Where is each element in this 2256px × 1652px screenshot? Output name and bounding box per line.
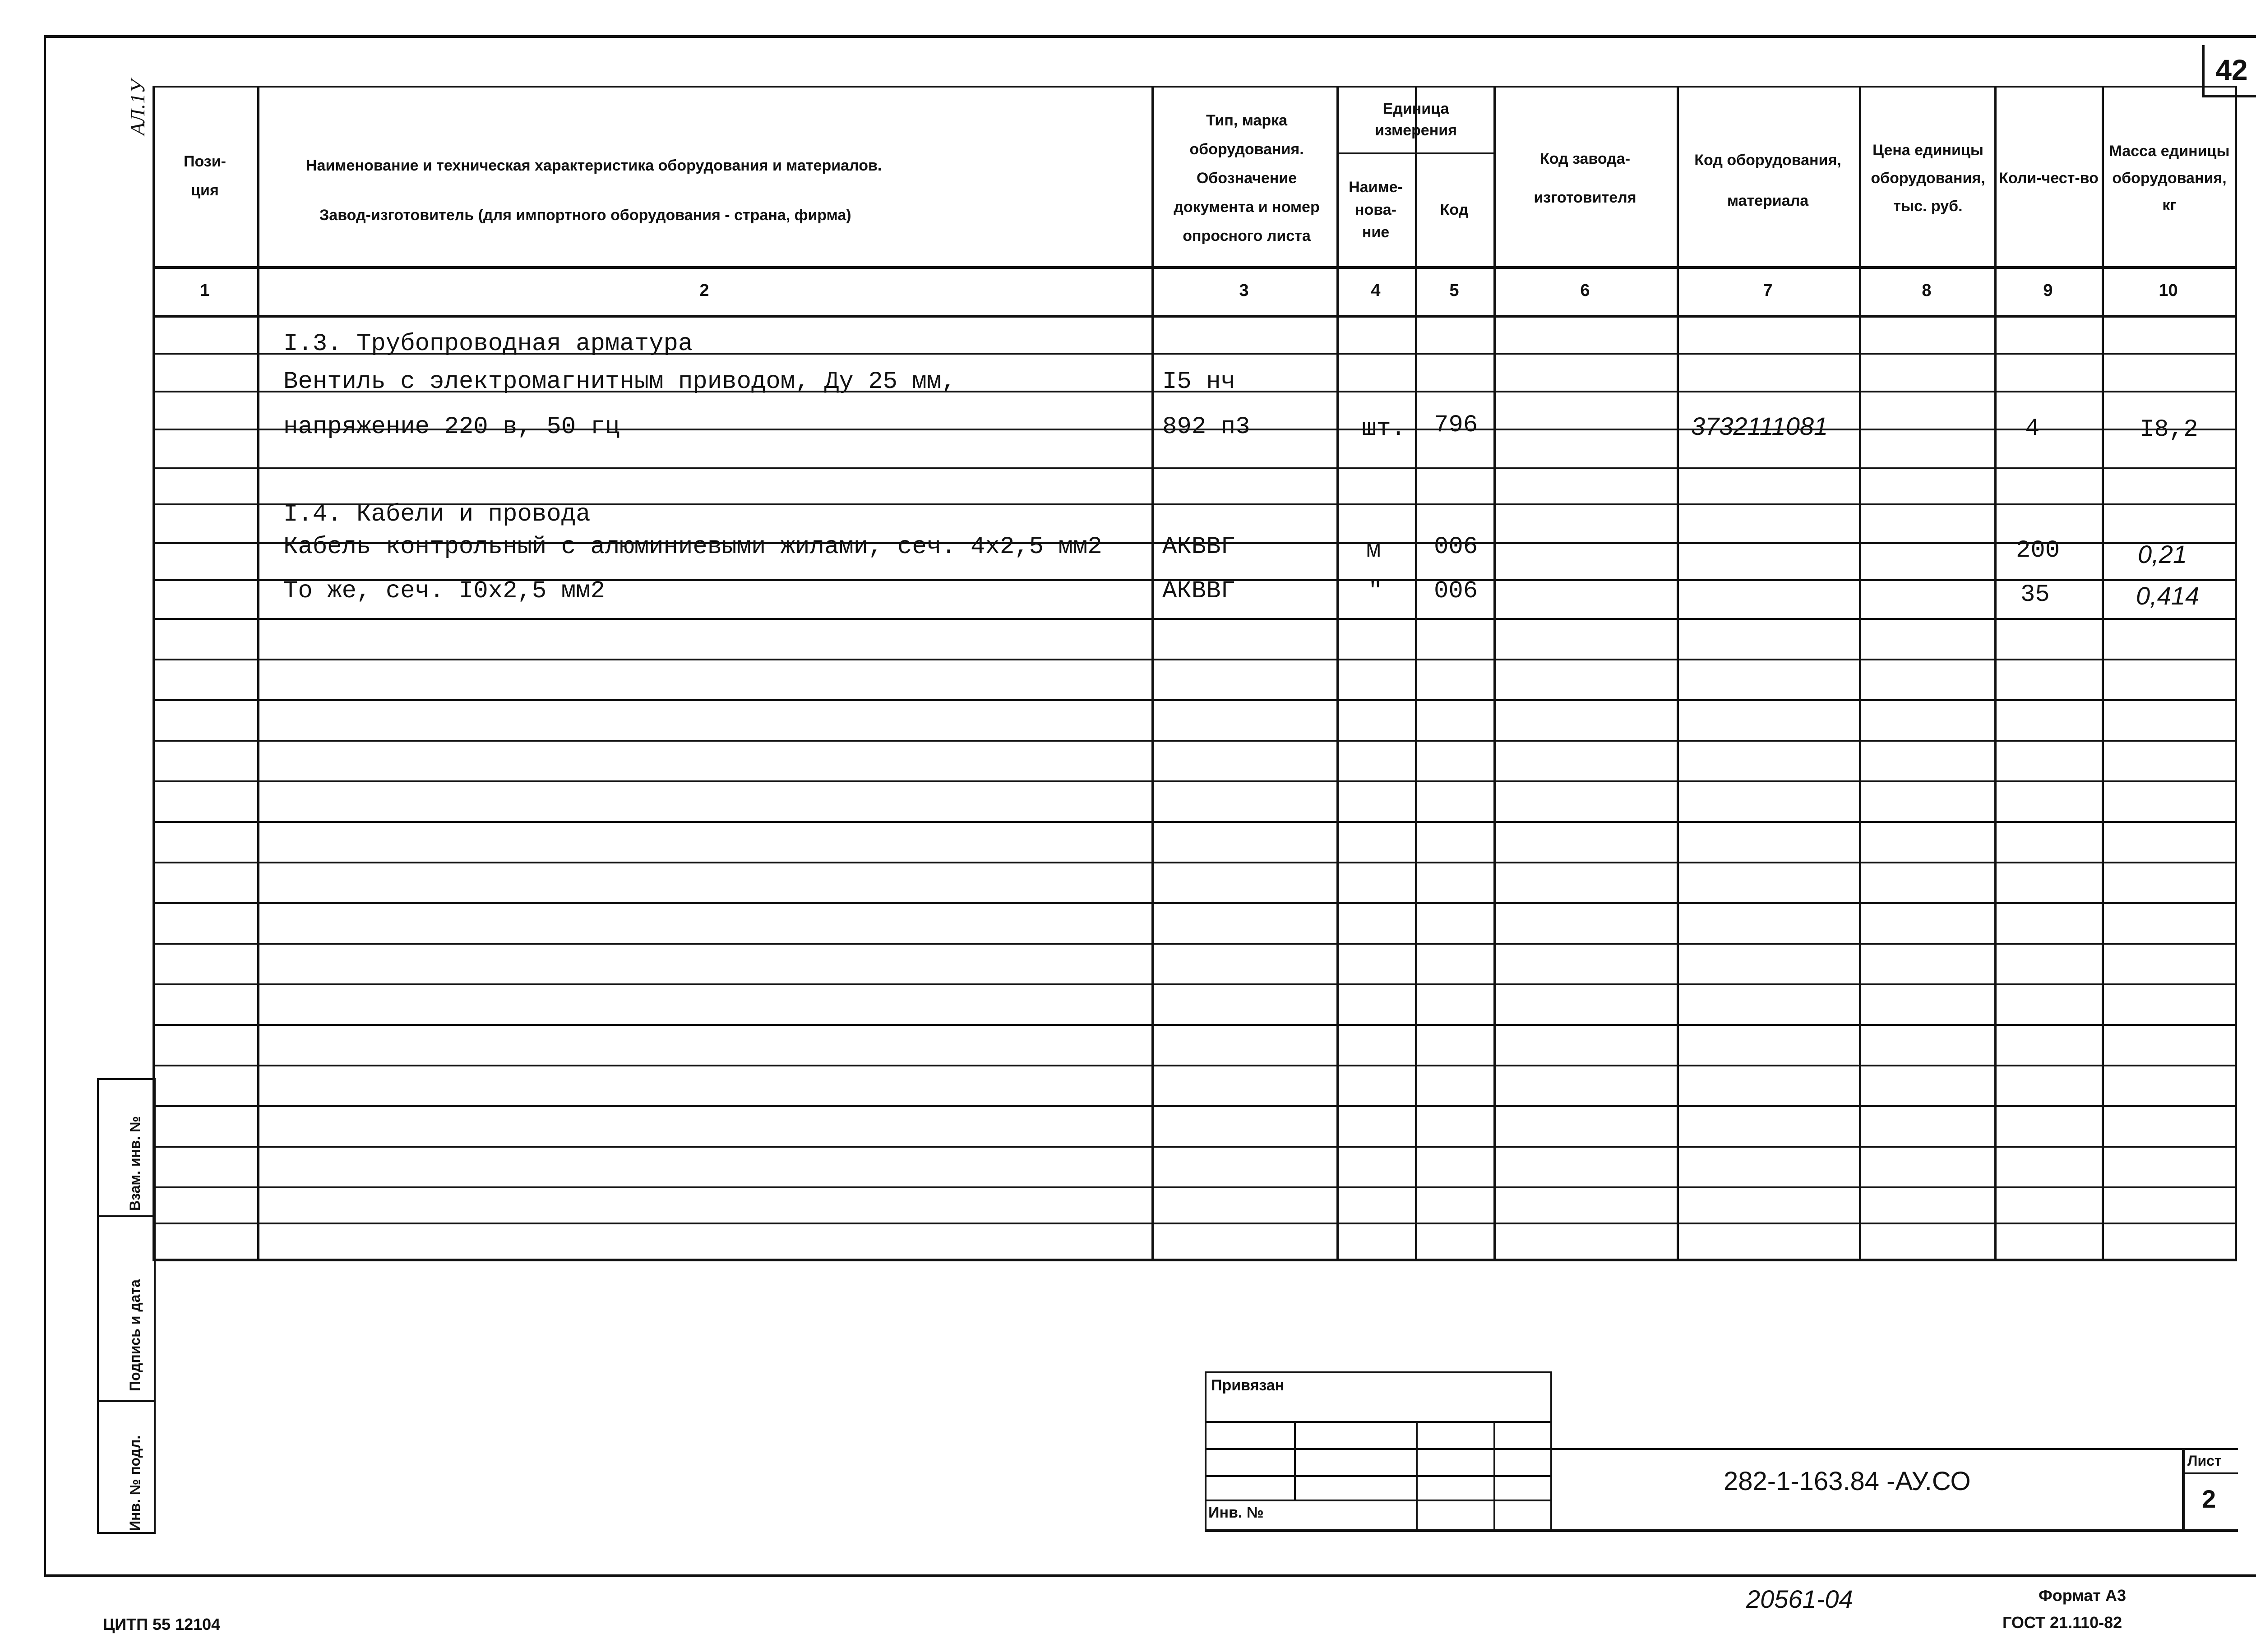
- sheet-number: 42: [2202, 45, 2256, 97]
- row-valve-name: Вентиль с электромагнитным приводом, Ду 25 мм,: [283, 368, 956, 396]
- row-cable-10x-mass: 0,414: [2136, 581, 2200, 610]
- colnum-6: 6: [1580, 281, 1590, 300]
- gost-label: ГОСТ 21.110-82: [2002, 1613, 2122, 1632]
- specification-table: [153, 86, 2237, 1347]
- sheet-value: 2: [2202, 1485, 2216, 1513]
- header-position: Пози- ция: [184, 153, 226, 199]
- row-valve-type: I5 нч: [1162, 368, 1236, 396]
- header-name-line1: Наименование и техническая характеристика оборудования и материалов.: [306, 157, 882, 174]
- header-equipment-code: Код оборудования, материала: [1694, 152, 1841, 209]
- header-factory-code: Код завода-изготовителя: [1534, 150, 1637, 206]
- colnum-1: 1: [200, 281, 210, 300]
- inv-orig-label: Инв. № подл.: [127, 1435, 143, 1531]
- header-unit-group: Единица измерения: [1375, 100, 1457, 139]
- row-voltage-type: 892 п3: [1162, 413, 1250, 441]
- row-cable-10x-name: То же, сеч. I0x2,5 мм2: [283, 577, 605, 605]
- section-title-cables: I.4. Кабели и провода: [283, 501, 591, 528]
- row-cable-10x-unit-code: 006: [1434, 577, 1478, 605]
- row-cable-10x-type: АКВВГ: [1162, 577, 1236, 605]
- colnum-8: 8: [1922, 281, 1932, 300]
- row-voltage-unit-code: 796: [1434, 411, 1478, 439]
- header-unit-mass: Масса единицы оборудования, кг: [2109, 143, 2230, 214]
- header-type: Тип, марка оборудования. Обозначение документа и номер опросного листа: [1174, 112, 1320, 245]
- row-cable-4x-unit-code: 006: [1434, 533, 1478, 561]
- colnum-2: 2: [699, 281, 709, 300]
- bound-label: Привязан: [1211, 1377, 1285, 1394]
- colnum-10: 10: [2159, 281, 2178, 300]
- designation: 282-1-163.84 -АУ.СО: [1724, 1467, 1971, 1496]
- row-voltage-mass: I8,2: [2140, 416, 2198, 443]
- colnum-3: 3: [1239, 281, 1249, 300]
- colnum-5: 5: [1449, 281, 1459, 300]
- row-cable-4x-qty: 200: [2016, 537, 2060, 564]
- row-cable-4x-unit: м: [1366, 537, 1381, 564]
- row-cable-4x-mass: 0,21: [2138, 540, 2187, 568]
- row-voltage-name: напряжение 220 в, 50 гц: [283, 413, 620, 441]
- row-cable-10x-unit: ": [1368, 577, 1383, 605]
- handwritten-number: 20561-04: [1746, 1585, 1853, 1613]
- header-quantity: Коли-чест-во: [1999, 170, 2099, 187]
- footer-left-code: ЦИТП 55 12104: [103, 1615, 221, 1634]
- colnum-7: 7: [1763, 281, 1773, 300]
- header-unit-name: Наиме-нова-ние: [1349, 179, 1403, 241]
- colnum-9: 9: [2043, 281, 2053, 300]
- inv-label: Инв. №: [1208, 1504, 1264, 1521]
- sheet-label: Лист: [2187, 1453, 2222, 1469]
- replace-inv-label: Взам. инв. №: [127, 1116, 143, 1211]
- row-cable-4x-name: Кабель контрольный с алюминиевыми жилами, сеч. 4x2,5 мм2: [283, 533, 1102, 561]
- row-cable-10x-qty: 35: [2020, 581, 2050, 609]
- colnum-4: 4: [1371, 281, 1381, 300]
- row-voltage-unit: шт.: [1362, 415, 1406, 443]
- section-title-armatura: I.3. Трубопроводная арматура: [283, 330, 693, 358]
- side-stamp: [97, 1078, 156, 1534]
- row-voltage-material-code: 3732111081: [1691, 412, 1828, 440]
- header-unit-code: Код: [1440, 201, 1469, 218]
- row-voltage-qty: 4: [2025, 415, 2040, 443]
- sign-date-label: Подпись и дата: [127, 1279, 143, 1391]
- row-cable-4x-type: АКВВГ: [1162, 533, 1236, 561]
- header-unit-price: Цена единицы оборудования, тыс. руб.: [1871, 142, 1985, 215]
- format-label: Формат А3: [2039, 1586, 2127, 1605]
- header-name-line2: Завод-изготовитель (для импортного оборудования - страна, фирма): [319, 207, 851, 224]
- vertical-doc-code: АЛ.1У: [126, 79, 149, 135]
